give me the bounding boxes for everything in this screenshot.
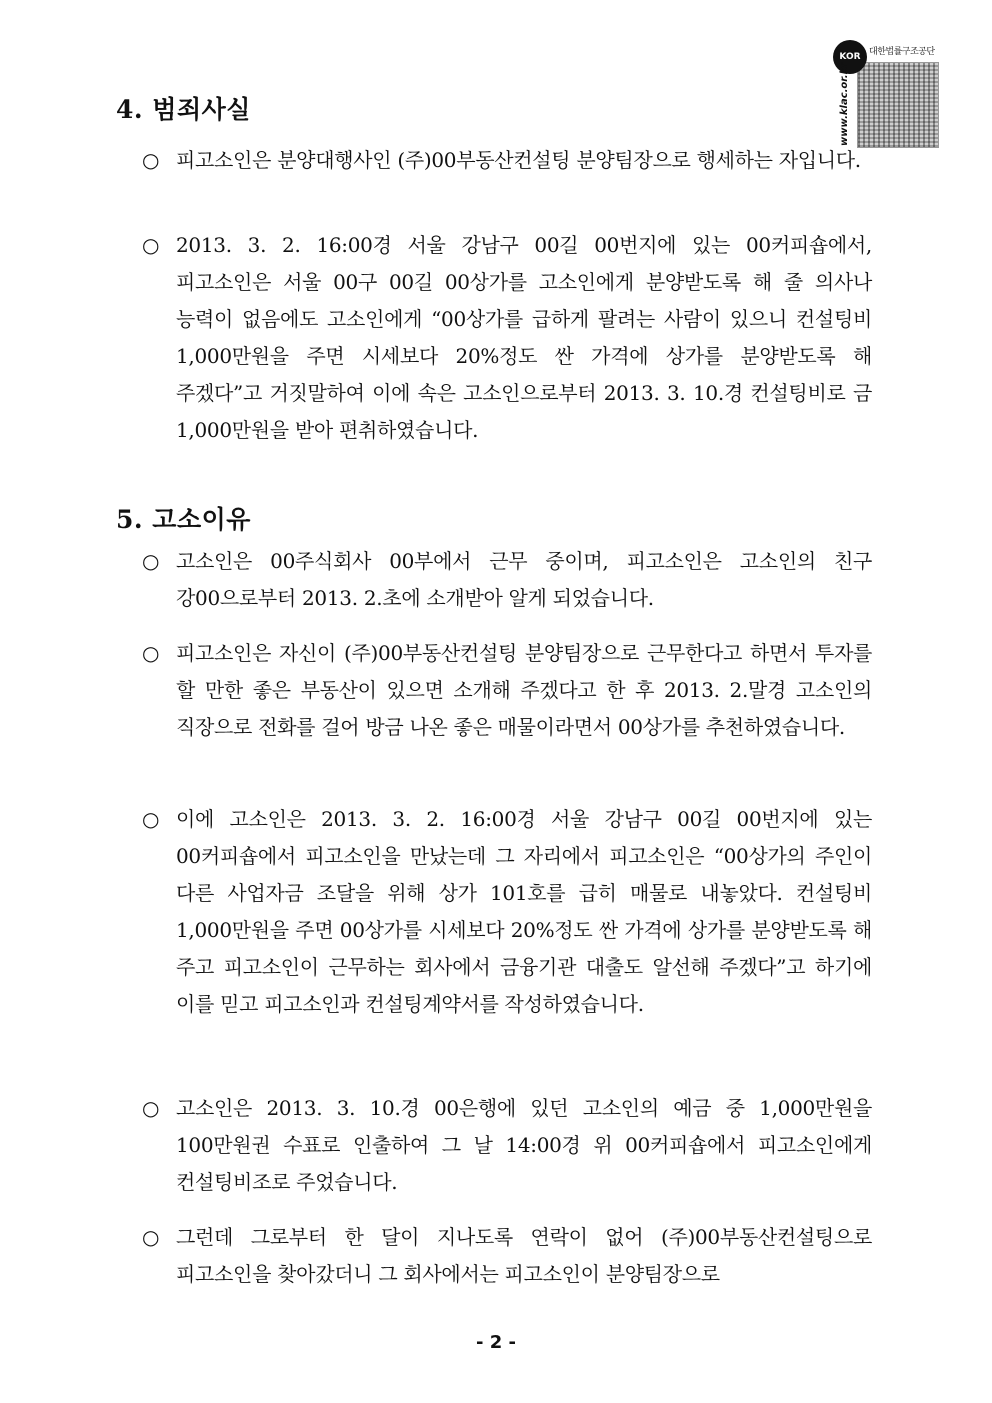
paragraph: 고소인은 00주식회사 00부에서 근무 중이며, 피고소인은 고소인의 친구 강00으로부터 2013. 2.초에 소개받아 알게 되었습니다. xyxy=(176,549,872,610)
list-item xyxy=(142,635,872,746)
paragraph: 그런데 그로부터 한 달이 지나도록 연락이 없어 (주)00부동산컨설팅으로 피고소인을 찾아갔더니 그 회사에서는 피고소인이 분양팀장으로 xyxy=(176,1225,872,1286)
klac-logo xyxy=(833,40,937,146)
list-item xyxy=(142,142,872,179)
list-item xyxy=(142,227,872,449)
bullet-icon: ○ xyxy=(142,1225,160,1249)
list-item xyxy=(142,543,872,617)
bullet-icon: ○ xyxy=(142,641,160,665)
list-item xyxy=(142,1219,872,1293)
logo-org-name: 대한법률구조공단 xyxy=(869,47,935,57)
bullet-icon: ○ xyxy=(142,1096,160,1120)
kor-emblem-icon: KOR xyxy=(833,40,867,74)
paragraph: 이에 고소인은 2013. 3. 2. 16:00경 서울 강남구 00길 00번지에 있는 00커피숍에서 피고소인을 만났는데 그 자리에서 피고소인은 “00상가의 주인이 다른 사업자금 조달을 위해 상가 101호를 급히 매물로 내놓았다. 컨설팅비 1,000만원을 주면 00상가를 시세보다 20%정도 싼 가격에 상가를 분양받도록 해 주고 피고소인이 근무하는 회사에서 금융기관 대출도 알선해 주겠다”고 하기에 이를 믿고 피고소인과 컨설팅계약서를 작성하였습니다. xyxy=(176,807,872,1016)
section-5-heading: 5. 고소이유 xyxy=(116,505,251,534)
bullet-icon: ○ xyxy=(142,148,160,172)
list-item xyxy=(142,1090,872,1201)
section-4-heading: 4. 범죄사실 xyxy=(116,95,251,124)
paragraph: 2013. 3. 2. 16:00경 서울 강남구 00길 00번지에 있는 00커피숍에서, 피고소인은 서울 00구 00길 00상가를 고소인에게 분양받도록 해 줄 의사나 능력이 없음에도 고소인에게 “00상가를 급하게 팔려는 사람이 있으니 컨설팅비 1,000만원을 주면 시세보다 20%정도 싼 가격에 상가를 분양받도록 해 주겠다”고 거짓말하여 이에 속은 고소인으로부터 2013. 3. 10.경 컨설팅비로 금 1,000만원을 받아 편취하였습니다. xyxy=(176,233,872,442)
page-number: - 2 - xyxy=(476,1332,516,1353)
bullet-icon: ○ xyxy=(142,233,160,257)
qr-code-image xyxy=(857,62,939,148)
paragraph: 피고소인은 자신이 (주)00부동산컨설팅 분양팀장으로 근무한다고 하면서 투자를 할 만한 좋은 부동산이 있으면 소개해 주겠다고 한 후 2013. 2.말경 고소인의 직장으로 전화를 걸어 방금 나온 좋은 매물이라면서 00상가를 추천하였습니다. xyxy=(176,641,872,739)
bullet-icon: ○ xyxy=(142,807,160,831)
bullet-icon: ○ xyxy=(142,549,160,573)
paragraph: 피고소인은 분양대행사인 (주)00부동산컨설팅 분양팀장으로 행세하는 자입니다. xyxy=(176,148,861,172)
paragraph: 고소인은 2013. 3. 10.경 00은행에 있던 고소인의 예금 중 1,000만원을 100만원권 수표로 인출하여 그 날 14:00경 위 00커피숍에서 피고소인에게 컨설팅비조로 주었습니다. xyxy=(176,1096,872,1194)
logo-url: www.klac.or.kr xyxy=(839,62,850,146)
list-item xyxy=(142,801,872,1023)
